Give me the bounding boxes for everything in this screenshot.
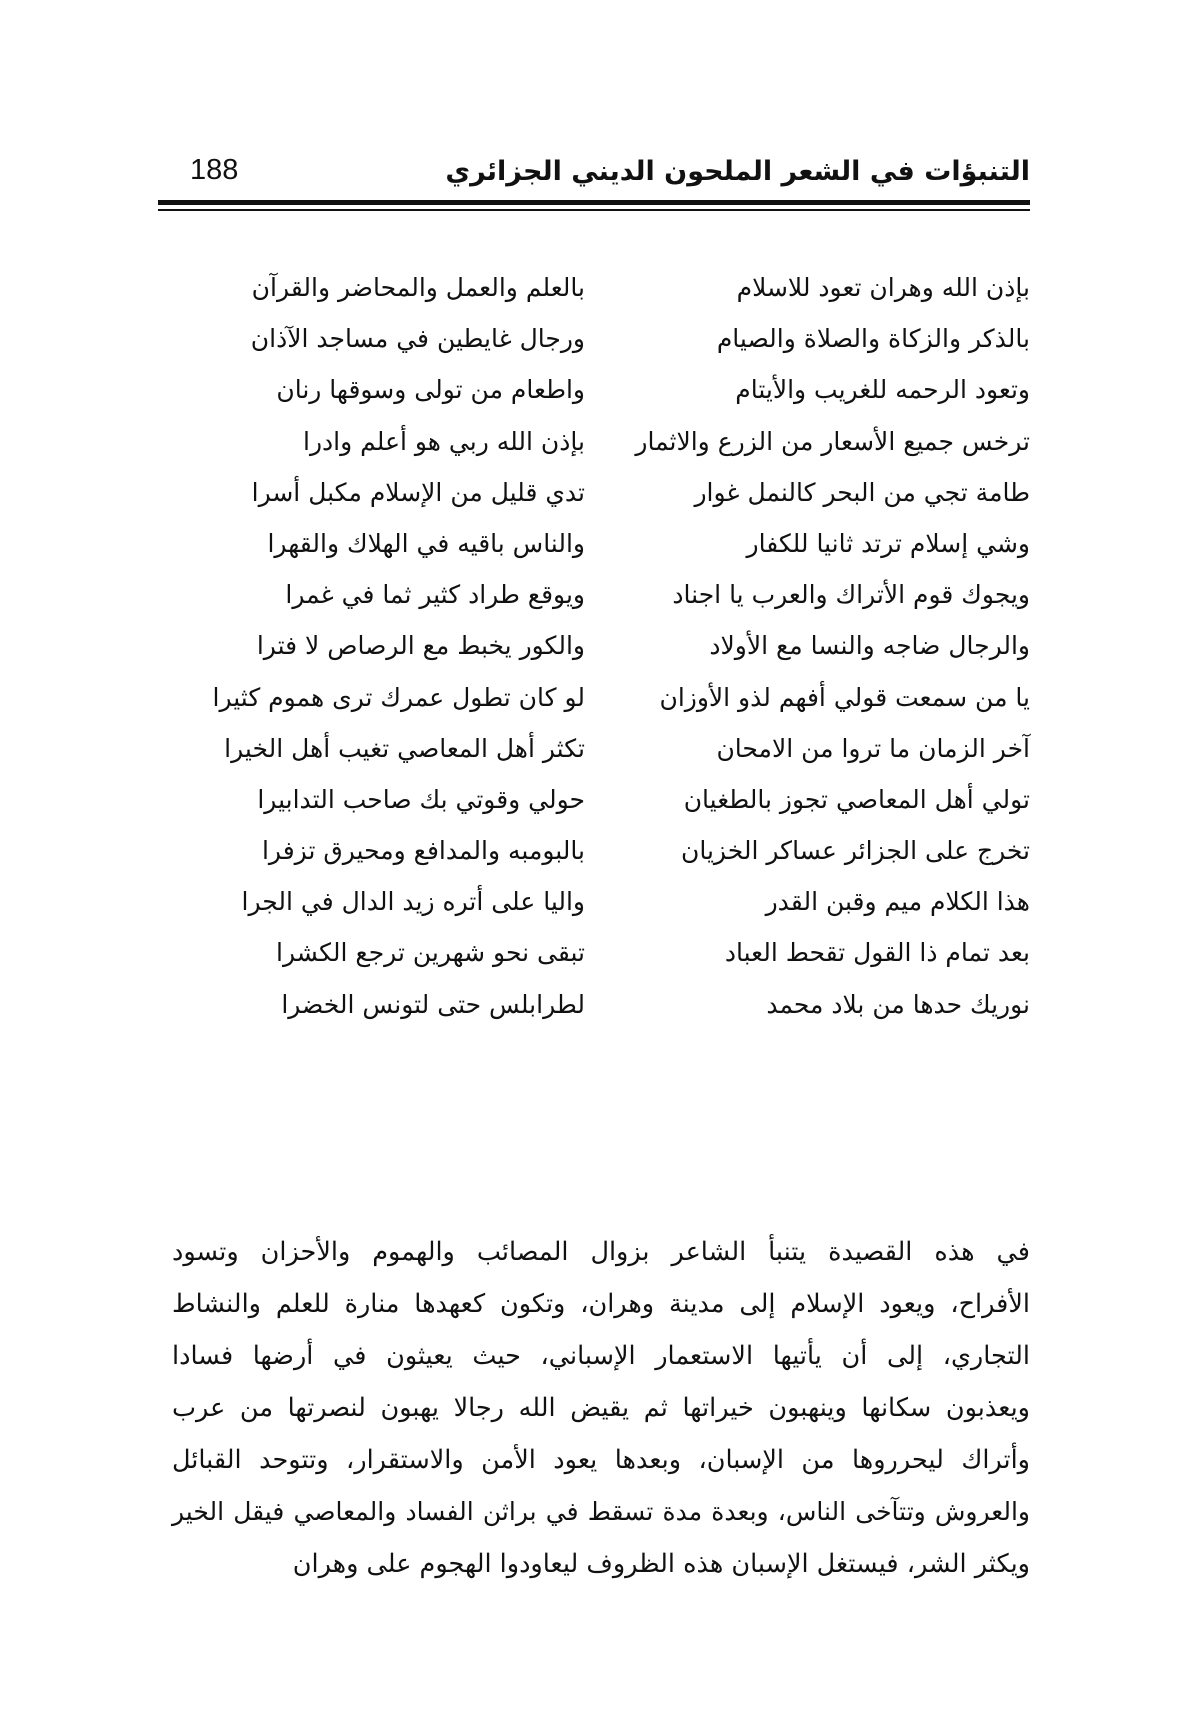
verse-second-hemistich: ويوقع طراد كثير ثما في غمرا (285, 580, 585, 610)
verse-first-hemistich: يا من سمعت قولي أفهم لذو الأوزان (659, 682, 1030, 712)
verse-first-hemistich: والرجال ضاجه والنسا مع الأولاد (709, 631, 1030, 661)
verse-second-hemistich: تبقى نحو شهرين ترجع الكشرا (276, 938, 585, 968)
verse (158, 268, 1030, 319)
verse-second-hemistich: تدي قليل من الإسلام مكبل أسرا (251, 477, 585, 507)
paragraph-line: التجاري، إلى أن يأتيها الاستعمار الإسباني، حيث يعيثون في أرضها فسادا (172, 1341, 1030, 1371)
verse (158, 524, 1030, 575)
verse (158, 370, 1030, 421)
page-header (158, 150, 1030, 202)
paragraph-line: الأفراح، ويعود الإسلام إلى مدينة وهران، وتكون كعهدها منارة للعلم والنشاط (172, 1289, 1030, 1319)
verse (158, 575, 1030, 626)
paragraph-line: وأتراك ليحرروها من الإسبان، وبعدها يعود الأمن والاستقرار، وتتوحد القبائل (172, 1445, 1030, 1475)
verse-first-hemistich: نوريك حدها من بلاد محمد (766, 989, 1030, 1019)
verse-second-hemistich: لطرابلس حتى لتونس الخضرا (281, 989, 585, 1019)
verse-first-hemistich: آخر الزمان ما تروا من الامحان (716, 733, 1030, 763)
verse-first-hemistich: تولي أهل المعاصي تجوز بالطغيان (683, 784, 1030, 814)
verse-second-hemistich: بإذن الله ربي هو أعلم وادرا (303, 426, 585, 456)
verse-first-hemistich: ترخس جميع الأسعار من الزرع والاثمار (635, 426, 1030, 456)
verse (158, 626, 1030, 677)
verse (158, 729, 1030, 780)
verse-first-hemistich: وشي إسلام ترتد ثانيا للكفار (746, 528, 1030, 558)
verse-second-hemistich: والناس باقيه في الهلاك والقهرا (267, 528, 585, 558)
verse (158, 933, 1030, 984)
verse-first-hemistich: هذا الكلام ميم وقبن القدر (765, 887, 1030, 917)
verse-first-hemistich: بإذن الله وهران تعود للاسلام (736, 273, 1030, 302)
header-rule-thin (158, 209, 1030, 211)
verse (158, 985, 1030, 1036)
verse-second-hemistich: تكثر أهل المعاصي تغيب أهل الخيرا (224, 733, 585, 763)
verse-second-hemistich: حولي وقوتي بك صاحب التدابيرا (257, 784, 585, 814)
verse (158, 473, 1030, 524)
verse-first-hemistich: وتعود الرحمه للغريب والأيتام (735, 375, 1030, 405)
verse-second-hemistich: والكور يخبط مع الرصاص لا فترا (256, 631, 585, 661)
commentary-paragraph (172, 1226, 1030, 1590)
verse-second-hemistich: ورجال غايطين في مساجد الآذان (250, 324, 585, 354)
verse-first-hemistich: بعد تمام ذا القول تقحط العباد (724, 938, 1030, 968)
verse-second-hemistich: واليا على أتره زيد الدال في الجرا (241, 887, 585, 917)
verse-second-hemistich: بالعلم والعمل والمحاضر والقرآن (251, 273, 585, 302)
running-title: التنبؤات في الشعر الملحون الديني الجزائري (445, 156, 1030, 187)
verse (158, 831, 1030, 882)
page-number: 188 (190, 154, 239, 186)
paragraph-line: والعروش وتتآخى الناس، وبعدة مدة تسقط في براثن الفساد والمعاصي فيقل الخير (172, 1497, 1030, 1526)
verse-second-hemistich: لو كان تطول عمرك ترى هموم كثيرا (212, 682, 585, 712)
verse-first-hemistich: بالذكر والزكاة والصلاة والصيام (716, 324, 1030, 354)
verse (158, 882, 1030, 933)
paragraph-line: في هذه القصيدة يتنبأ الشاعر بزوال المصائب والهموم والأحزان وتسود (172, 1237, 1030, 1267)
verse (158, 678, 1030, 729)
verse (158, 422, 1030, 473)
header-rule-thick (158, 200, 1030, 205)
verse-first-hemistich: طامة تجي من البحر كالنمل غوار (694, 477, 1030, 507)
verse (158, 319, 1030, 370)
verse (158, 780, 1030, 831)
poem (158, 268, 1030, 1036)
verse-second-hemistich: بالبومبه والمدافع ومحيرق تزفرا (261, 836, 585, 866)
verse-second-hemistich: واطعام من تولى وسوقها رنان (276, 375, 585, 405)
verse-first-hemistich: تخرج على الجزائر عساكر الخزيان (681, 836, 1030, 866)
verse-first-hemistich: ويجوك قوم الأتراك والعرب يا اجناد (672, 580, 1030, 610)
paragraph-line: ويكثر الشر، فيستغل الإسبان هذه الظروف ليعاودوا الهجوم على وهران (292, 1549, 1030, 1579)
paragraph-line: ويعذبون سكانها وينهبون خيراتها ثم يقيض الله رجالا يهبون لنصرتها من عرب (172, 1393, 1030, 1423)
